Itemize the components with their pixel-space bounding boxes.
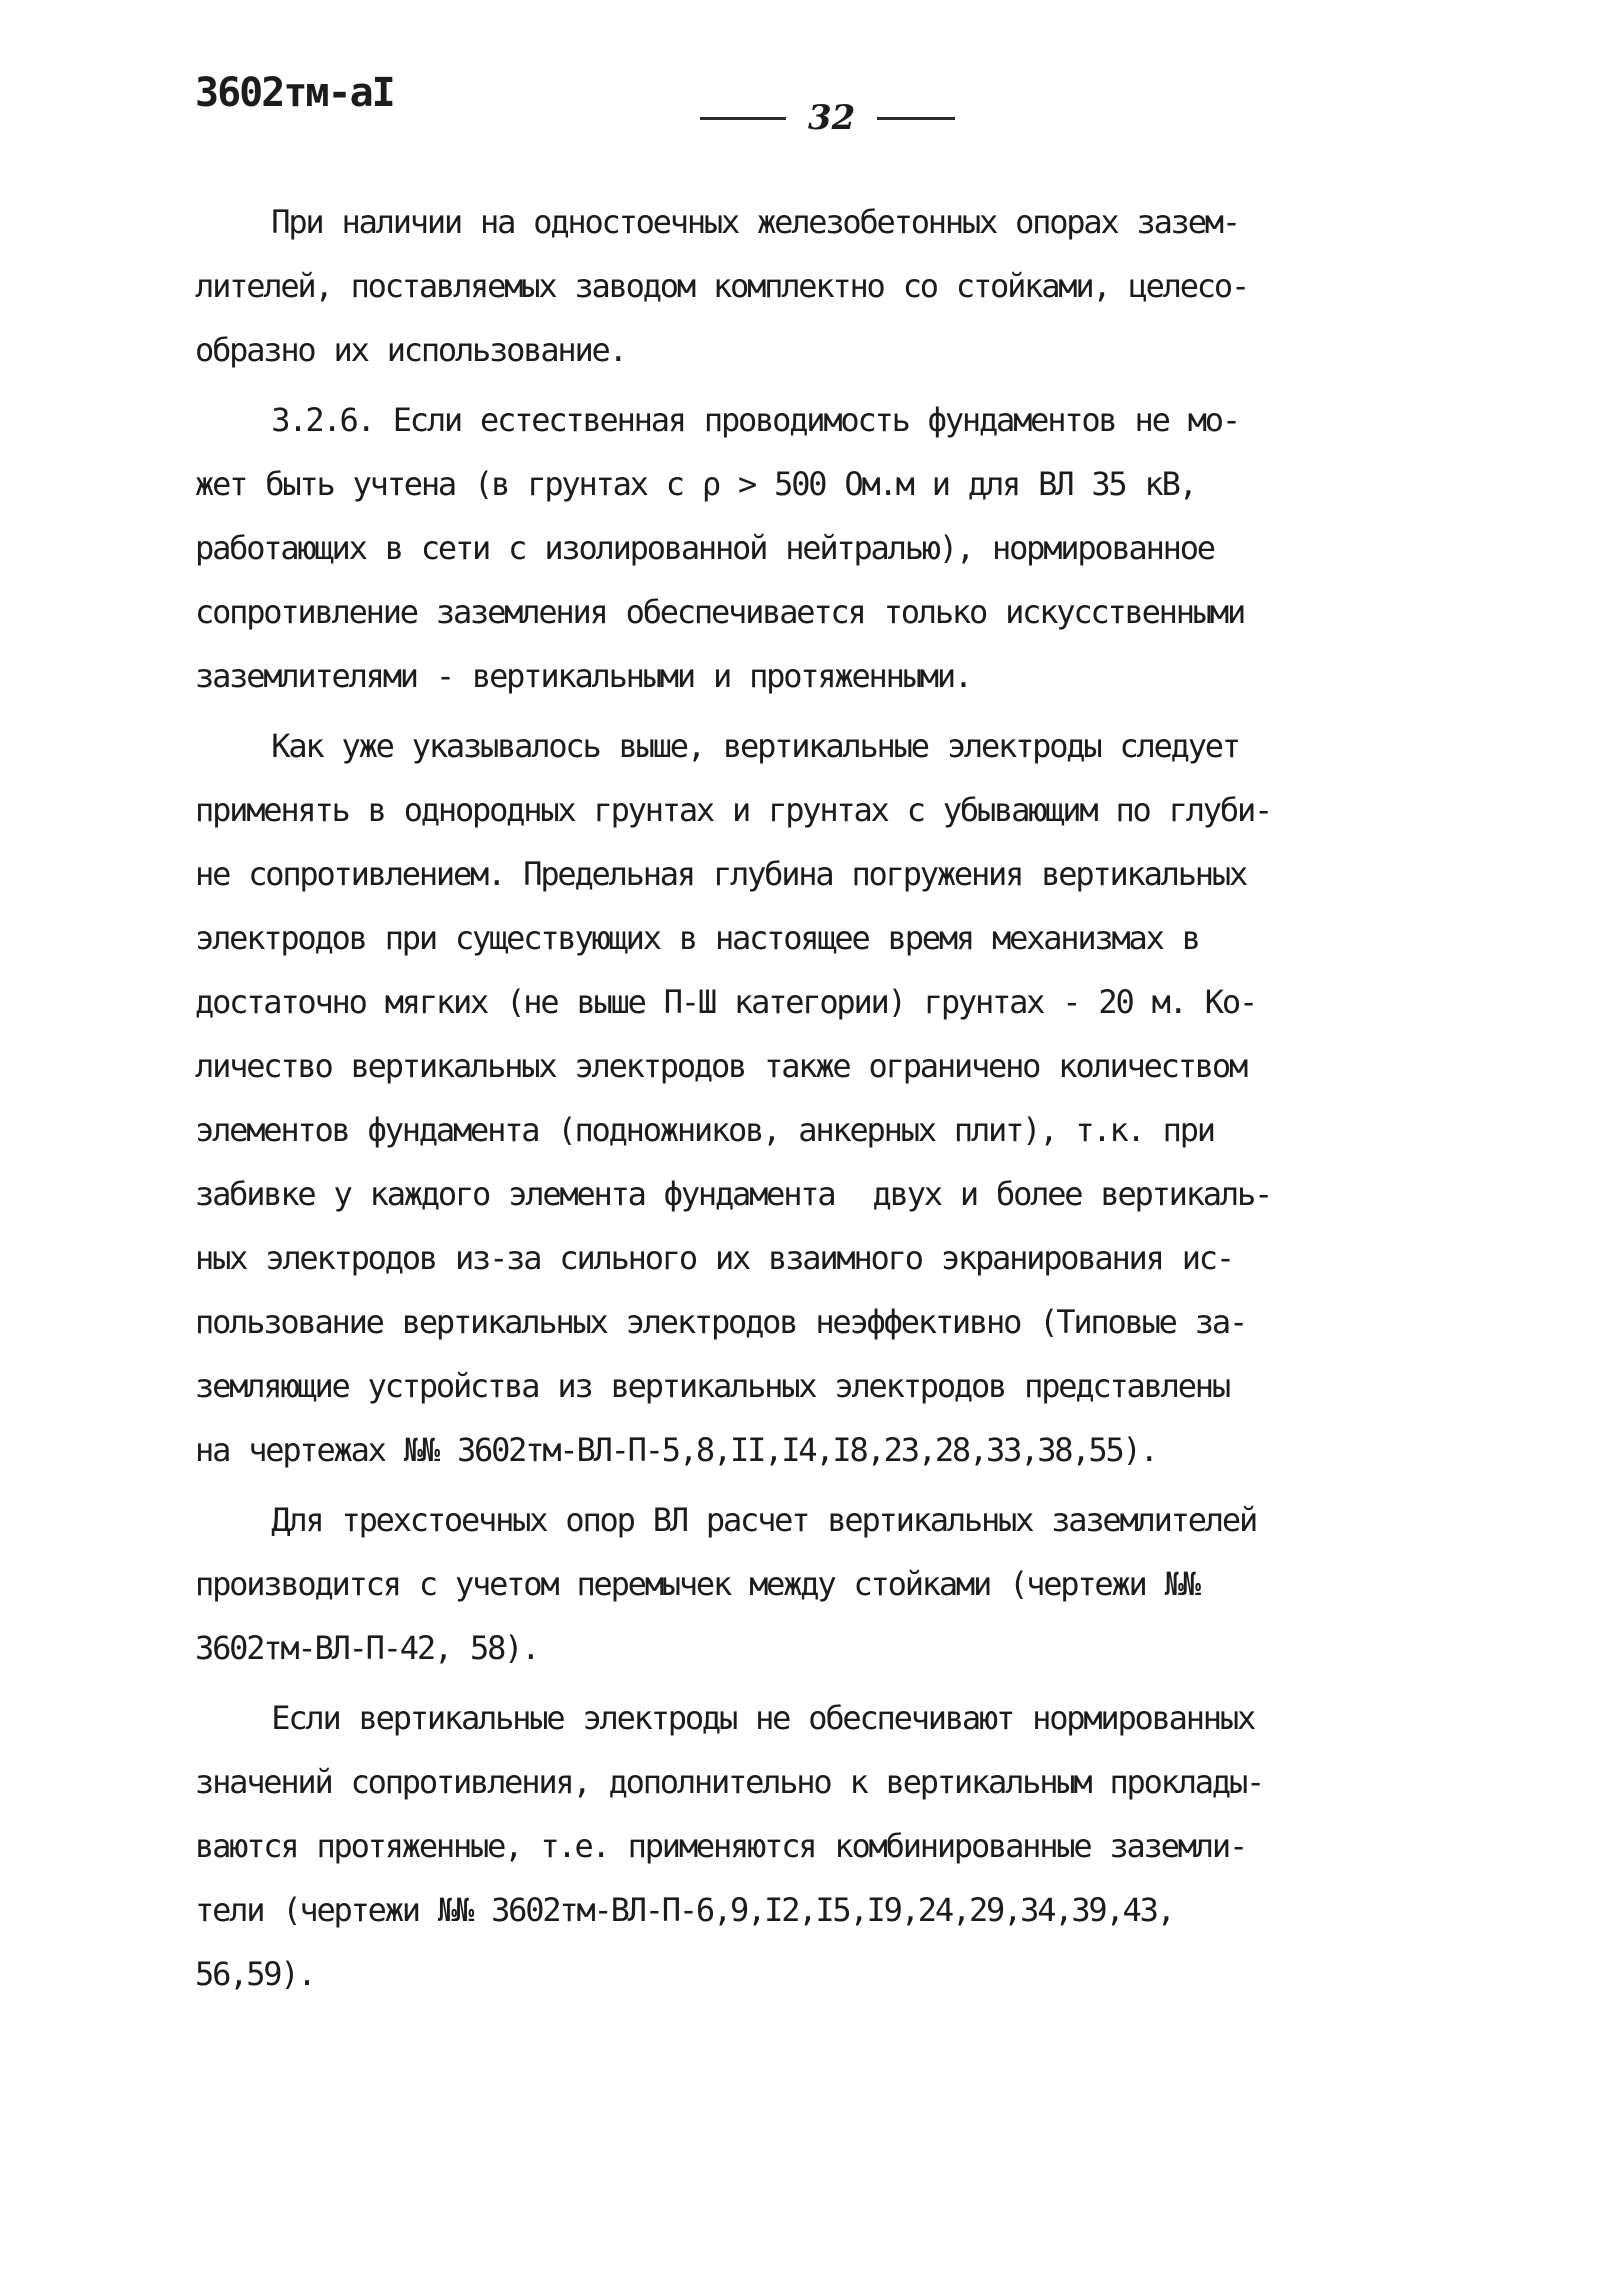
paragraph <box>195 190 1435 382</box>
text-line: Как уже указывалось выше, вертикальные электроды следует <box>195 727 1239 765</box>
paragraph <box>195 1686 1435 2006</box>
document-body <box>195 190 1435 2006</box>
text-line: заземлителями - вертикальными и протяженными. <box>195 657 971 695</box>
text-line: производится с учетом перемычек между стойками (чертежи №№ <box>195 1565 1199 1603</box>
text-line: тели (чертежи №№ 3602тм-ВЛ-П-6,9,I2,I5,I9,24,29,34,39,43, <box>195 1891 1174 1929</box>
text-line: 3602тм-ВЛ-П-42, 58). <box>195 1629 539 1667</box>
text-line: не сопротивлением. Предельная глубина погружения вертикальных <box>195 855 1247 893</box>
text-line: жет быть учтена (в грунтах с ρ > 500 Ом.м и для ВЛ 35 кВ, <box>195 465 1196 503</box>
text-line: применять в однородных грунтах и грунтах с убывающим по глуби- <box>195 791 1272 829</box>
text-line: достаточно мягких (не выше П-Ш категории) грунтах - 20 м. Ко- <box>195 983 1257 1021</box>
text-line: 3.2.6. Если естественная проводимость фундаментов не мо- <box>195 401 1239 439</box>
document-code: 3602тм-аI <box>195 70 394 116</box>
text-line: 56,59). <box>195 1955 315 1993</box>
text-line: значений сопротивления, дополнительно к вертикальным проклады- <box>195 1763 1264 1801</box>
text-line: личество вертикальных электродов также ограничено количеством <box>195 1047 1247 1085</box>
text-line: сопротивление заземления обеспечивается только искусственными <box>195 593 1245 631</box>
text-line: Для трехстоечных опор ВЛ расчет вертикальных заземлителей <box>195 1501 1257 1539</box>
paragraph <box>195 1488 1435 1680</box>
text-line: на чертежах №№ 3602тм-ВЛ-П-5,8,II,I4,I8,23,28,33,38,55). <box>195 1431 1157 1469</box>
paragraph <box>195 388 1435 708</box>
text-line: работающих в сети с изолированной нейтралью), нормированное <box>195 529 1214 567</box>
page-number: 32 <box>808 98 856 138</box>
text-line: ваются протяженные, т.е. применяются комбинированные заземли- <box>195 1827 1247 1865</box>
text-line: Если вертикальные электроды не обеспечивают нормированных <box>195 1699 1255 1737</box>
text-line: ных электродов из-за сильного их взаимного экранирования ис- <box>195 1239 1233 1277</box>
text-line: элементов фундамента (подножников, анкерных плит), т.к. при <box>195 1111 1214 1149</box>
text-line: земляющие устройства из вертикальных электродов представлены <box>195 1367 1229 1405</box>
page-number-dash-right <box>877 117 955 120</box>
text-line: лителей, поставляемых заводом комплектно со стойками, целесо- <box>195 267 1249 305</box>
text-line: При наличии на одностоечных железобетонных опорах зазем- <box>195 203 1239 241</box>
text-line: электродов при существующих в настоящее время механизмах в <box>195 919 1199 957</box>
paragraph <box>195 714 1435 1482</box>
text-line: образно их использование. <box>195 331 626 369</box>
text-line: пользование вертикальных электродов неэффективно (Типовые за- <box>195 1303 1247 1341</box>
page-number-dash-left <box>700 117 786 120</box>
text-line: забивке у каждого элемента фундамента двух и более вертикаль- <box>195 1175 1272 1213</box>
page-number-header <box>700 98 955 138</box>
